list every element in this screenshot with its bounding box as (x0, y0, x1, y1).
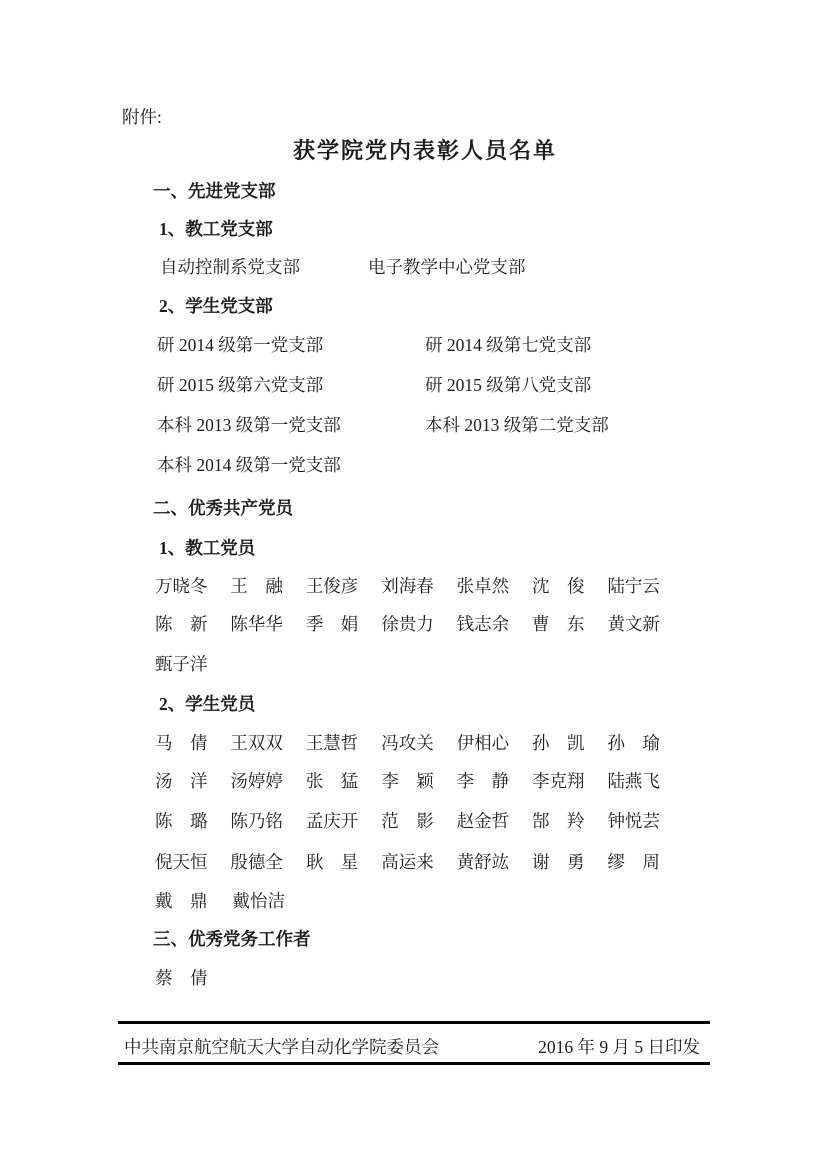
subsection-heading-student-branches: 2、学生党支部 (159, 296, 273, 316)
member-name: 陈乃铭 (230, 811, 283, 831)
branch-item: 本科 2014 级第一党支部 (157, 455, 341, 475)
subsection-heading-student-members: 2、学生党员 (159, 694, 256, 714)
member-name: 马 倩 (155, 733, 208, 753)
branch-item: 本科 2013 级第一党支部 (157, 415, 341, 435)
member-name: 张 猛 (305, 771, 359, 791)
branch-item: 自动控制系党支部 (160, 257, 300, 277)
branch-item: 本科 2013 级第二党支部 (425, 415, 609, 435)
name-row (155, 733, 660, 754)
footer-rule-bottom (118, 1062, 710, 1065)
footer-issuer: 中共南京航空航天大学自动化学院委员会 (124, 1037, 439, 1057)
member-name: 曹 东 (532, 614, 585, 634)
section-heading-2: 二、优秀共产党员 (153, 498, 293, 518)
member-name: 钱志余 (456, 614, 510, 634)
member-name: 汤 洋 (155, 771, 208, 791)
footer (124, 1036, 700, 1058)
member-name: 汤婷婷 (230, 771, 283, 791)
branch-item: 研 2014 级第七党支部 (425, 335, 592, 355)
branch-item: 研 2015 级第六党支部 (157, 375, 324, 395)
member-name: 张卓然 (456, 576, 510, 596)
section-heading-1: 一、先进党支部 (153, 181, 276, 201)
member-name: 陈华华 (230, 614, 283, 634)
name-row (155, 771, 660, 792)
member-name: 王慧哲 (305, 733, 359, 753)
member-name: 甄子洋 (155, 654, 208, 674)
member-name: 戴怡洁 (232, 891, 285, 911)
member-name: 耿 星 (305, 852, 359, 872)
attachment-label: 附件: (122, 107, 162, 127)
member-name: 孙 瑜 (607, 733, 660, 753)
member-name: 陈 新 (155, 614, 208, 634)
member-name: 王 融 (230, 576, 283, 596)
member-name: 谢 勇 (532, 852, 585, 872)
member-name: 王俊彦 (305, 576, 359, 596)
footer-rule-top (118, 1021, 710, 1024)
member-name: 万晓冬 (155, 576, 208, 596)
name-row (155, 891, 660, 912)
member-name: 范 影 (381, 811, 434, 831)
member-name: 徐贵力 (381, 614, 434, 634)
name-row (155, 811, 660, 832)
member-name: 赵金哲 (456, 811, 510, 831)
member-name: 黄文新 (607, 614, 660, 634)
member-name: 陆宁云 (607, 576, 660, 596)
member-name: 沈 俊 (532, 576, 585, 596)
member-name: 季 娟 (305, 614, 359, 634)
branch-item: 电子教学中心党支部 (368, 257, 526, 277)
name-row (155, 614, 660, 635)
name-row (155, 654, 660, 675)
member-name: 陆燕飞 (607, 771, 660, 791)
name-row (155, 852, 660, 873)
member-name: 孟庆开 (305, 811, 359, 831)
member-name: 高运来 (381, 852, 434, 872)
member-name: 黄舒竑 (456, 852, 510, 872)
subsection-heading-faculty-members: 1、教工党员 (159, 538, 256, 558)
member-name: 蔡 倩 (155, 968, 208, 988)
member-name: 钟悦芸 (607, 811, 660, 831)
member-name: 郜 羚 (532, 811, 585, 831)
member-name: 李克翔 (532, 771, 585, 791)
branch-item: 研 2015 级第八党支部 (425, 375, 592, 395)
member-name: 刘海春 (381, 576, 434, 596)
member-name: 孙 凯 (532, 733, 585, 753)
member-name: 戴 鼎 (155, 891, 208, 911)
member-name: 王双双 (230, 733, 283, 753)
section-heading-3: 三、优秀党务工作者 (153, 929, 311, 949)
branch-item: 研 2014 级第一党支部 (157, 335, 324, 355)
member-name: 殷德全 (230, 852, 283, 872)
member-name: 倪天恒 (155, 852, 208, 872)
member-name: 伊相心 (456, 733, 510, 753)
member-name: 李 静 (456, 771, 510, 791)
member-name: 陈 璐 (155, 811, 208, 831)
member-name: 李 颖 (381, 771, 434, 791)
member-name: 缪 周 (607, 852, 660, 872)
name-row (155, 968, 660, 989)
member-name: 冯攻关 (381, 733, 434, 753)
subsection-heading-faculty-branches: 1、教工党支部 (159, 219, 273, 239)
footer-print-date: 2016 年 9 月 5 日印发 (538, 1037, 700, 1057)
page-title: 获学院党内表彰人员名单 (292, 138, 557, 163)
name-row (155, 576, 660, 597)
